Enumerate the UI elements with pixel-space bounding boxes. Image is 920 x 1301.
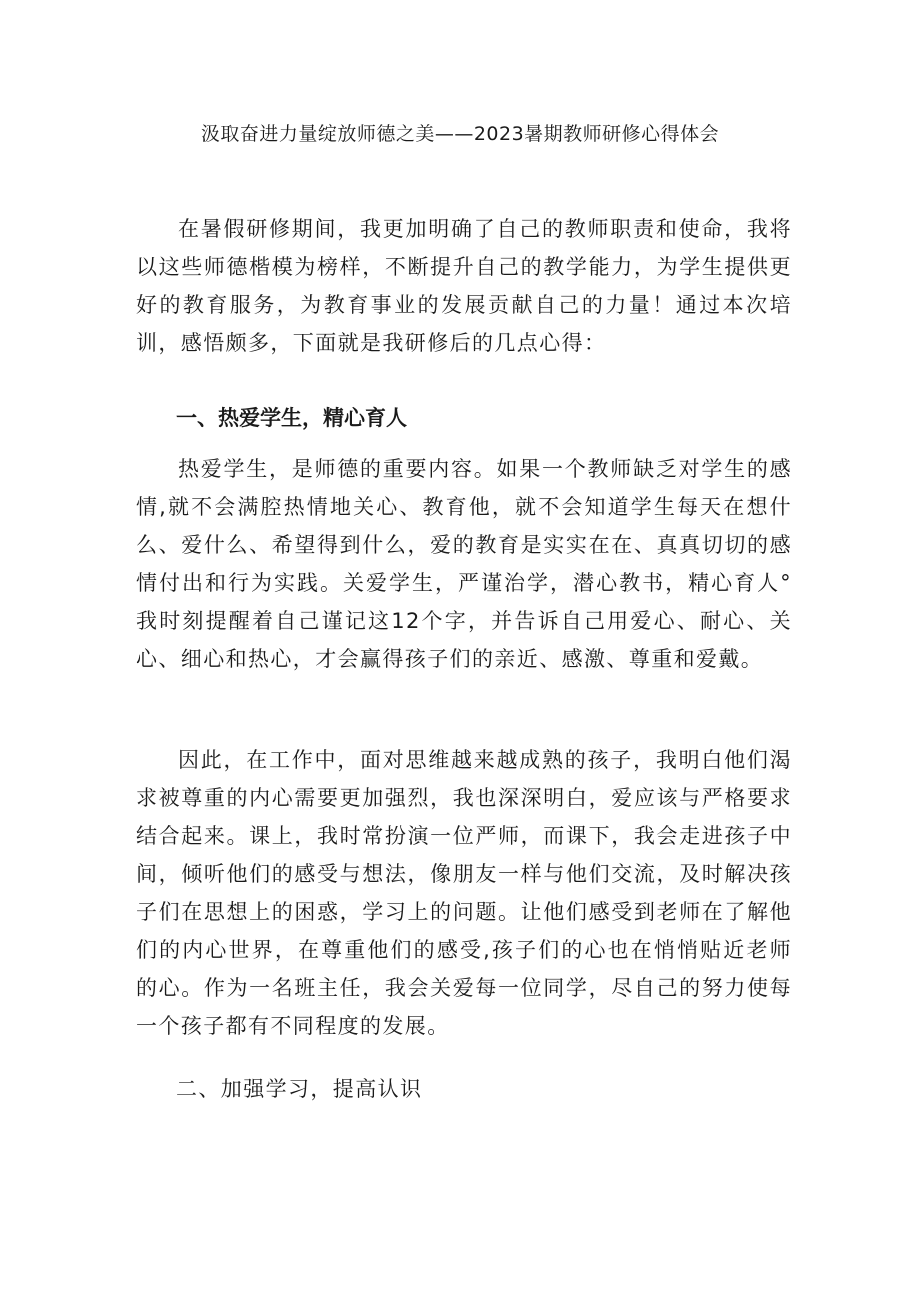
section-2-heading: 二、加强学习，提高认识 [176, 1077, 423, 1101]
intro-paragraph: 在暑假研修期间，我更加明确了自己的教师职责和使命，我将以这些师德楷模为榜样，不断提升自己的教学能力，为学生提供更好的教育服务，为教育事业的发展贡献自己的力量！通过本次培训，感悟颇多，下面就是我研修后的几点心得： [136, 217, 792, 355]
section-1-paragraph-1: 热爱学生，是师德的重要内容。如果一个教师缺乏对学生的感情,就不会满腔热情地关心、教育他，就不会知道学生每天在想什么、爱什么、希望得到什么，爱的教育是实实在在、真真切切的感情付出和行为实践。关爱学生，严谨治学，潜心教书，精心育人°我时刻提醒着自己谨记这12个字，并告诉自己用爱心、耐心、关心、细心和热心，才会赢得孩子们的亲近、感激、尊重和爱戴。 [136, 457, 792, 671]
section-1-heading: 一、热爱学生，精心育人 [176, 407, 407, 430]
section-1-paragraph-2: 因此，在工作中，面对思维越来越成熟的孩子，我明白他们渴求被尊重的内心需要更加强烈，我也深深明白，爱应该与严格要求结合起来。课上，我时常扮演一位严师，而课下，我会走进孩子中间，倾听他们的感受与想法，像朋友一样与他们交流，及时解决孩子们在思想上的困惑，学习上的问题。让他们感受到老师在了解他们的内心世界，在尊重他们的感受,孩子们的心也在悄悄贴近老师的心。作为一名班主任，我会关爱每一位同学，尽自己的努力使每一个孩子都有不同程度的发展。 [136, 748, 792, 1038]
document-title: 汲取奋进力量绽放师德之美——2023暑期教师研修心得体会 [200, 123, 720, 145]
